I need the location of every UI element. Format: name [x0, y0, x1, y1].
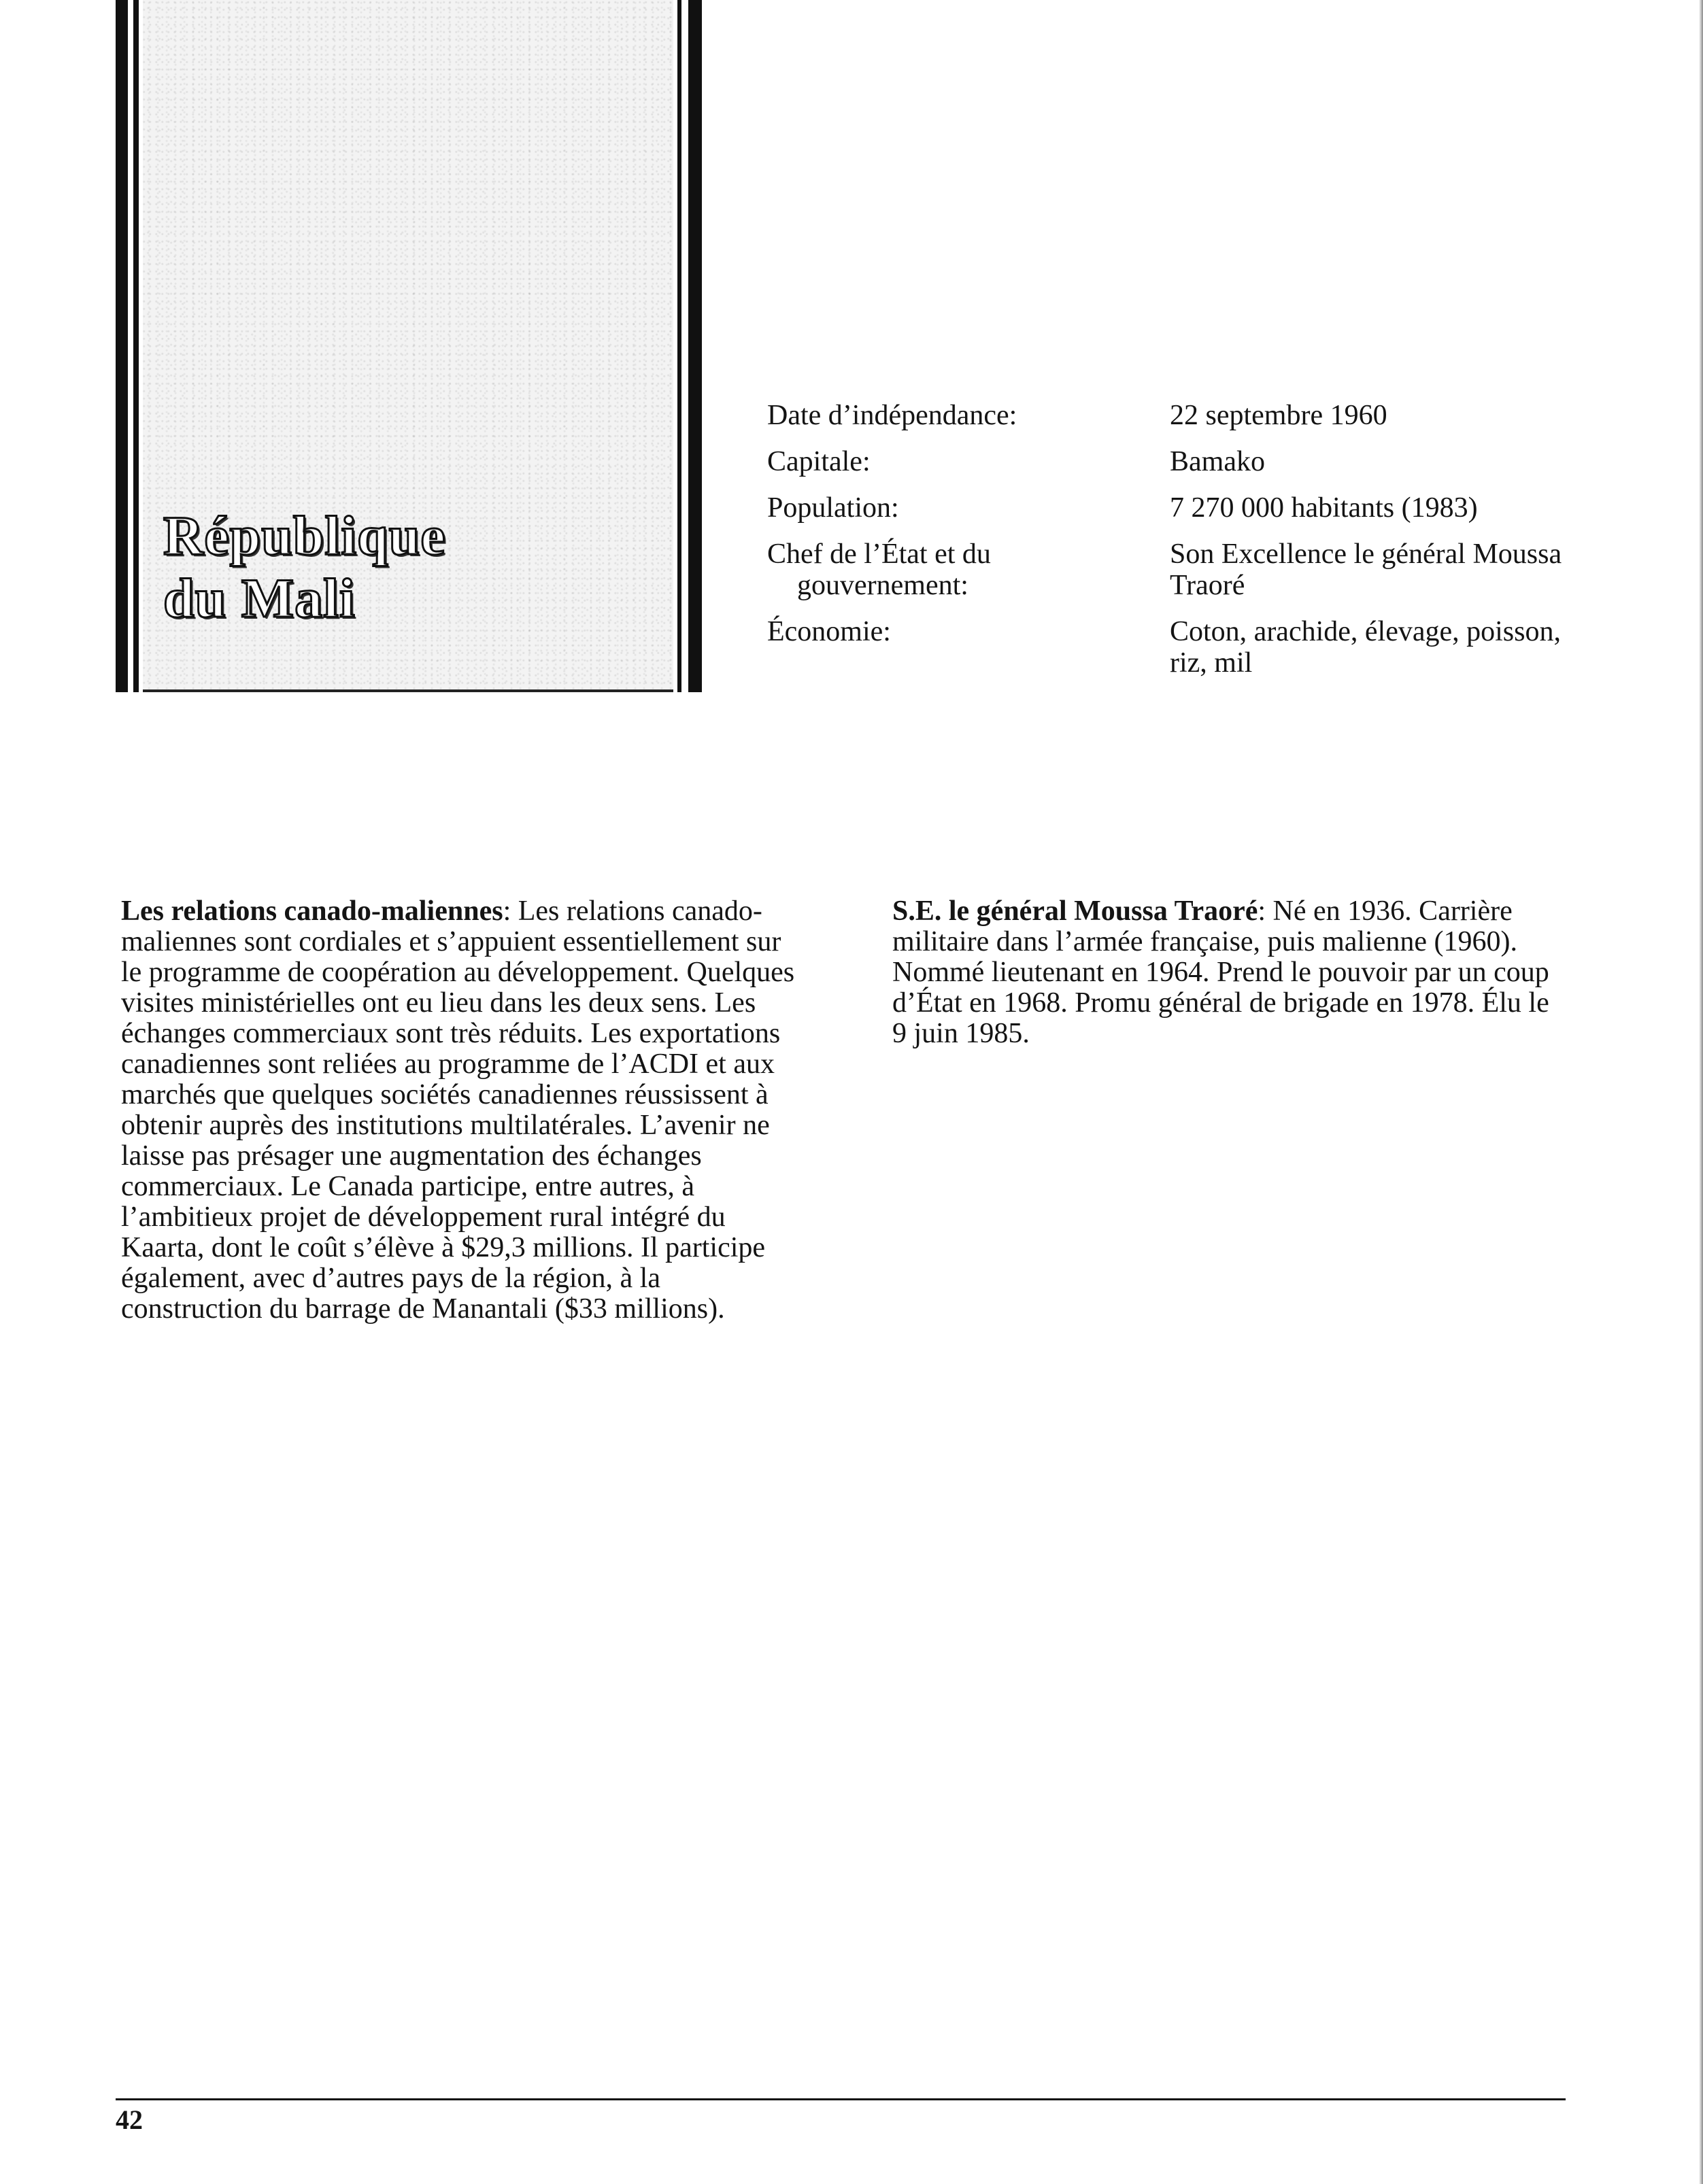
fact-row-independence — [767, 400, 1604, 431]
left-border-inner-bar — [133, 0, 139, 692]
country-title — [163, 505, 446, 630]
fact-label-subline: gouvernement: — [797, 570, 968, 601]
country-title-line-1: République — [163, 505, 446, 566]
fact-value: Coton, arachide, élevage, poisson, riz, mil — [1170, 616, 1561, 679]
fact-label — [767, 400, 1170, 431]
title-box — [116, 0, 702, 692]
biography-heading: S.E. le général Moussa Traoré — [892, 895, 1258, 927]
fact-label-text: Économie: — [767, 616, 891, 647]
country-facts — [767, 400, 1604, 694]
relations-text: : Les relations canado-maliennes sont cordiales et s’appuient essentiellement sur le programme de coopération au développement. Quelques visites ministérielles ont eu lieu dans les deux sens. Les échanges commerciaux sont très réduits. Les exportations canadiennes sont reliées au programme de l’ACDI et aux marchés que quelques sociétés canadiennes réussissent à obtenir auprès des institutions multilatérales. L’avenir ne laisse pas présager une augmentation des échanges commerciaux. Le Canada participe, entre autres, à l’ambitieux projet de développement rural intégré du Kaarta, dont le coût s’élève à $29,3 millions. Il participe également, avec d’autres pays de la région, à la construction du barrage de Manantali ($33 millions). — [121, 895, 795, 1325]
country-title-line-2: du Mali — [163, 567, 356, 629]
biography-paragraph — [892, 896, 1552, 1049]
fact-row-capital — [767, 446, 1604, 477]
fact-label — [767, 616, 1170, 647]
left-border-bar — [116, 0, 128, 692]
fact-label-text: Date d’indépendance: — [767, 400, 1017, 431]
fact-value: 7 270 000 habitants (1983) — [1170, 492, 1478, 524]
fact-row-economy — [767, 616, 1604, 679]
fact-value: Bamako — [1170, 446, 1265, 477]
footer-rule — [116, 2098, 1566, 2100]
fact-label — [767, 446, 1170, 477]
fact-value: 22 septembre 1960 — [1170, 400, 1387, 431]
fact-label-text: Population: — [767, 492, 899, 524]
fact-label — [767, 492, 1170, 524]
relations-paragraph — [121, 896, 808, 1325]
fact-row-population — [767, 492, 1604, 524]
right-border-bar — [688, 0, 702, 692]
page-number: 42 — [116, 2104, 143, 2135]
biography-text: : Né en 1936. Carrière militaire dans l’armée française, puis malienne (1960). Nommé lieutenant en 1964. Prend le pouvoir par un coup d’État en 1968. Promu général de brigade en 1978. Élu le 9 juin 1985. — [892, 895, 1549, 1049]
scan-edge-shadow — [1699, 0, 1703, 2184]
fact-row-head-of-state — [767, 539, 1604, 601]
fact-label-text: Chef de l’État et du — [767, 539, 991, 570]
fact-label — [767, 539, 1170, 601]
right-border-inner-bar — [677, 0, 681, 692]
fact-value: Son Excellence le général Moussa Traoré — [1170, 539, 1562, 601]
relations-heading: Les relations canado-maliennes — [121, 895, 503, 927]
fact-label-text: Capitale: — [767, 446, 871, 477]
